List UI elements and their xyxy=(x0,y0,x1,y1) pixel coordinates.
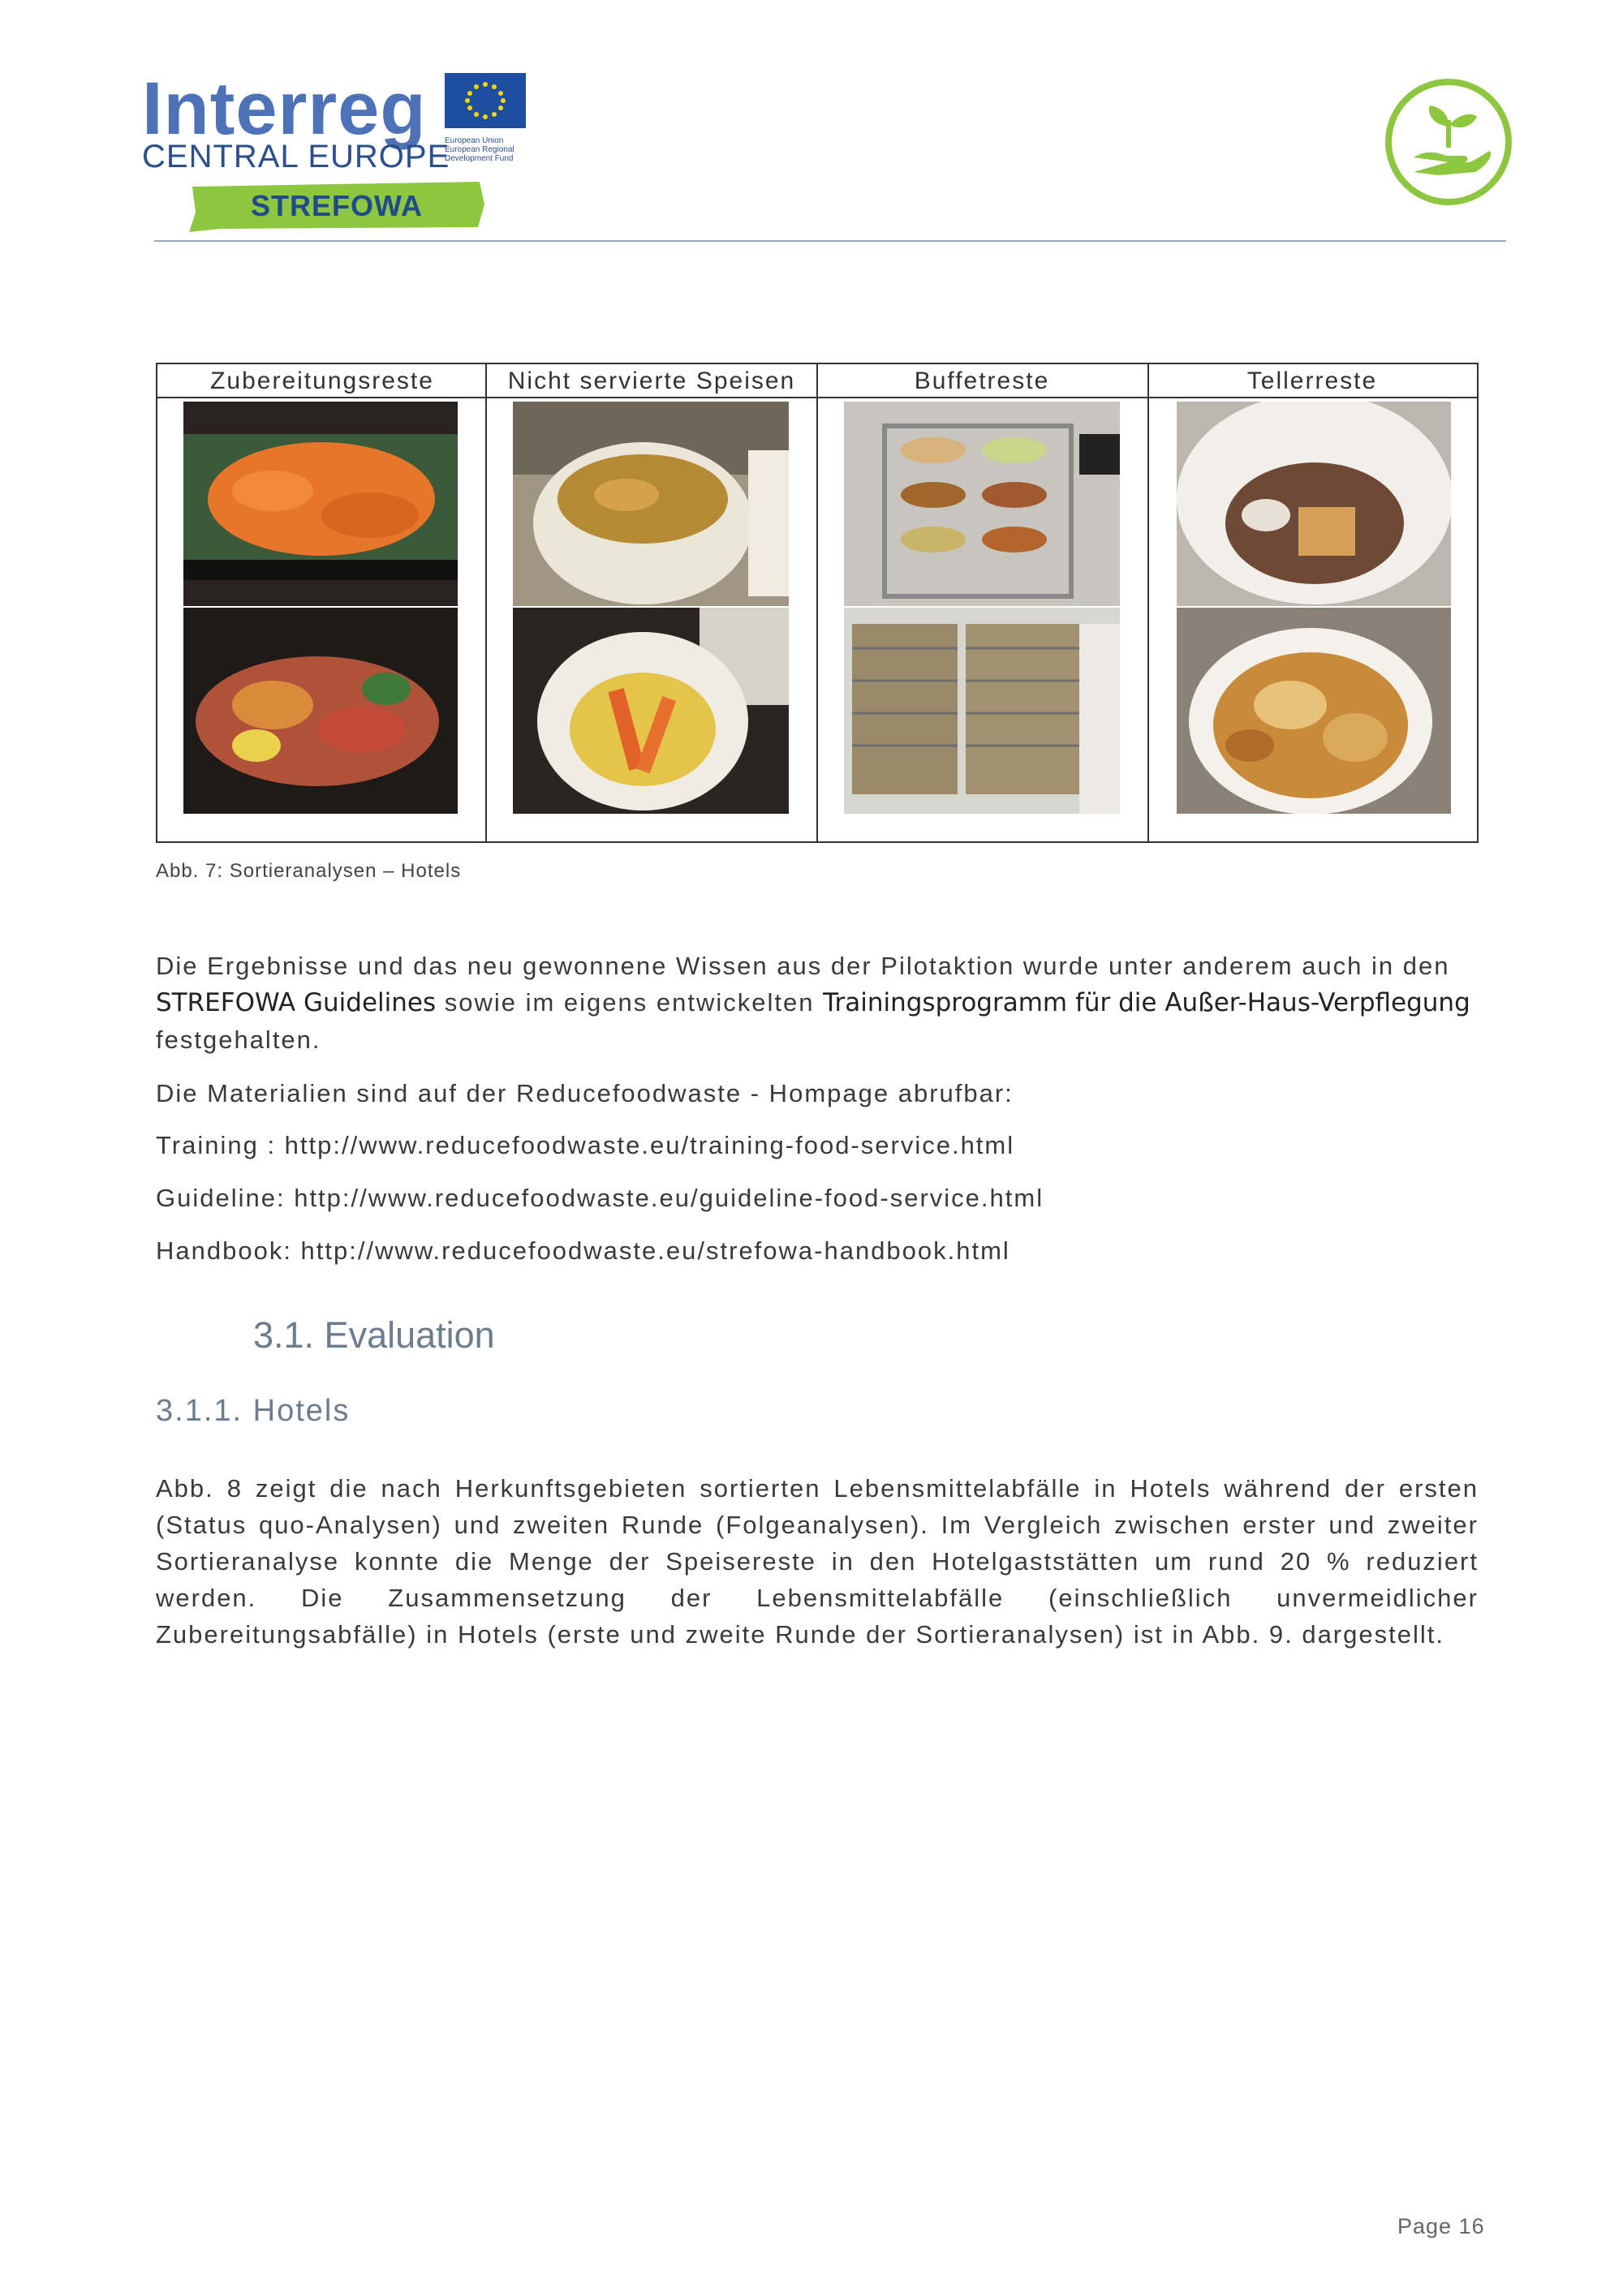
logo-region-text: CENTRAL EUROPE xyxy=(142,139,450,174)
column-divider xyxy=(1147,364,1149,841)
hotels-paragraph: Abb. 8 zeigt die nach Herkunftsgebieten sortierten Lebensmittelabfälle in Hotels während der ersten (Status quo-Analysen) und zweiten Runde (Folgeanalysen). Im Vergleich zwischen erster und zweiter Sortieranalyse konnte die Menge der Speisereste in den Hotelgaststätten um rund 20 % reduziert werden. Die Zusammensetzung der Lebensmittelabfälle (einschließlich unvermeidlicher Zubereitungsabfälle) in Hotels (erste und zweite Runde der Sortieranalysen) ist in Abb. 9. dargestellt. xyxy=(156,1474,1479,1649)
page-number: Page 16 xyxy=(1397,2214,1485,2238)
header-divider xyxy=(154,240,1506,242)
photo-table xyxy=(156,363,1479,843)
figure-caption: Abb. 7: Sortieranalysen – Hotels xyxy=(156,860,462,882)
column-divider xyxy=(485,364,487,841)
column-divider xyxy=(816,364,818,841)
plant-in-hand-icon xyxy=(1384,78,1513,206)
photo-oven-racks-with-trays xyxy=(844,608,1120,814)
photo-bucket-with-bread-leftovers xyxy=(1177,608,1451,814)
handbook-link[interactable]: Handbook: http://www.reducefoodwaste.eu/strefowa-handbook.html xyxy=(156,1236,1010,1265)
eu-fund-text: European Union European Regional Development Fund xyxy=(445,136,514,163)
section-heading-evaluation: 3.1. Evaluation xyxy=(253,1314,495,1356)
photo-buffet-trolley-with-trays xyxy=(844,402,1120,606)
guideline-link[interactable]: Guideline: http://www.reducefoodwaste.eu/guideline-food-service.html xyxy=(156,1184,1044,1212)
materials-intro: Die Materialien sind auf der Reducefoodwaste - Hompage abrufbar: xyxy=(156,1079,1014,1107)
photo-bucket-with-potatoes xyxy=(513,402,789,606)
interreg-logo xyxy=(142,67,532,242)
photo-bucket-with-carrots-and-potatoes xyxy=(513,608,789,814)
photo-bin-with-grated-carrots xyxy=(183,402,458,606)
table-header-zubereitungsreste: Zubereitungsreste xyxy=(157,364,487,398)
table-header-nicht-servierte-speisen: Nicht servierte Speisen xyxy=(487,364,816,398)
strefowa-label: STREFOWA xyxy=(251,189,423,222)
table-header-tellerreste: Tellerreste xyxy=(1147,364,1477,398)
photo-bin-with-vegetables xyxy=(183,608,458,814)
eu-flag-icon xyxy=(445,73,526,128)
photo-bucket-with-plate-leftovers xyxy=(1177,402,1451,606)
subsection-heading-hotels: 3.1.1. Hotels xyxy=(156,1394,351,1428)
table-header-buffetreste: Buffetreste xyxy=(816,364,1147,398)
results-paragraph: Die Ergebnisse und das neu gewonnene Wissen aus der Pilotaktion wurde unter anderem auch in den STREFOWA Guidelines sowie im eigens entwickelten Trainingsprogramm für die Außer-Haus-Verpflegung festgehalten. xyxy=(156,952,1470,1054)
training-link[interactable]: Training : http://www.reducefoodwaste.eu/training-food-service.html xyxy=(156,1131,1015,1159)
logo-interreg-text: Interreg xyxy=(142,67,427,150)
